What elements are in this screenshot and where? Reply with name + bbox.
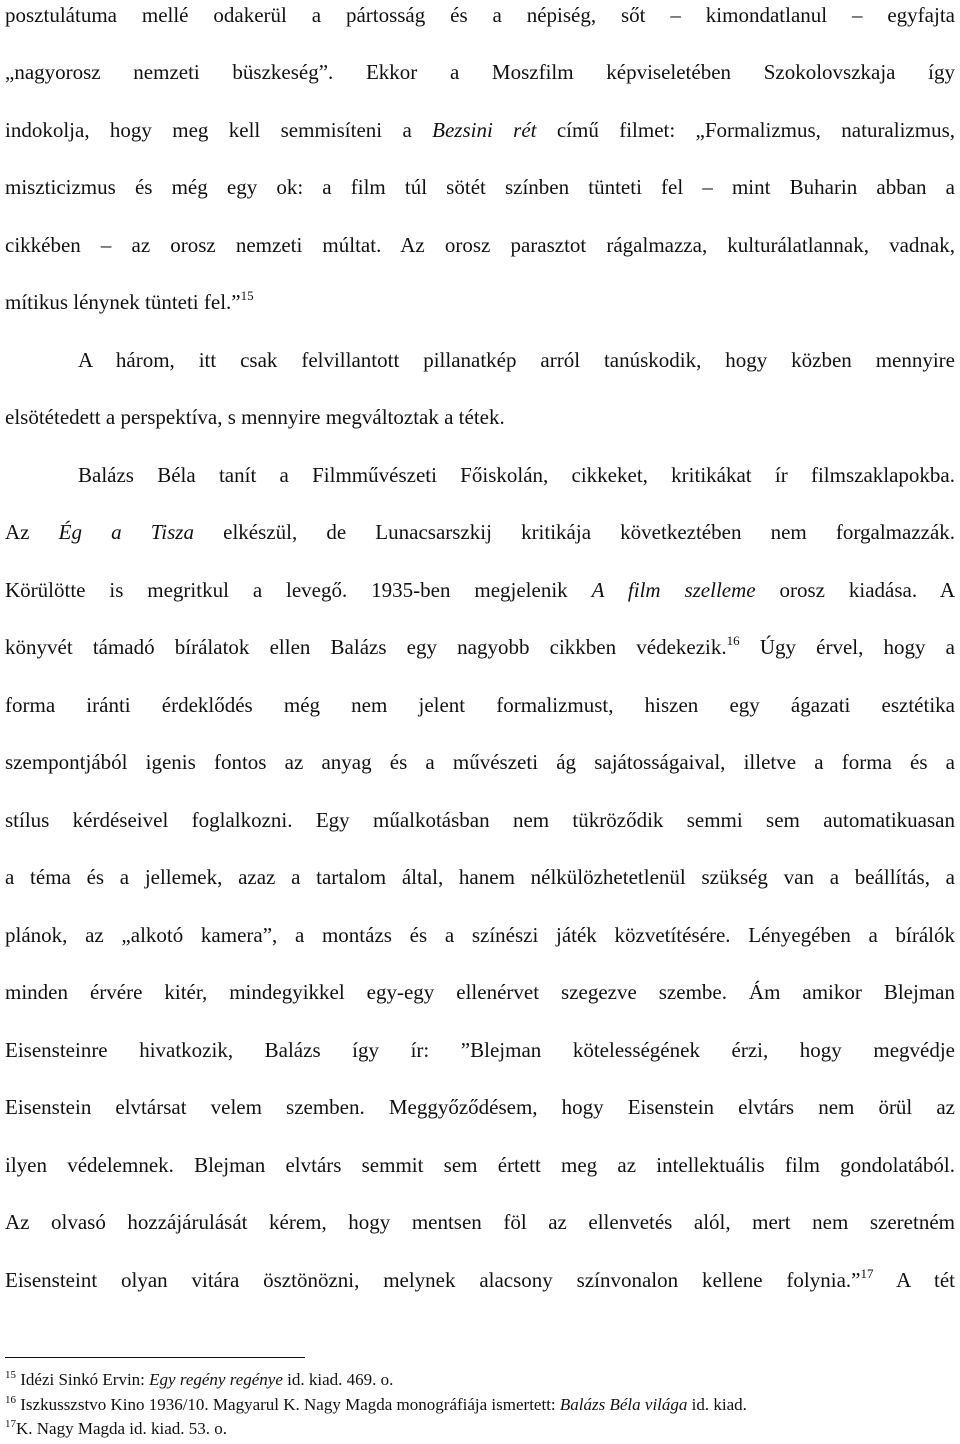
body-line: a téma és a jellemek, azaz a tartalom által, hanem nélkülözhetetlenül szükség van a beállítás, a <box>5 865 955 889</box>
footnote-text: Idézi Sinkó Ervin: <box>20 1370 145 1389</box>
body-line <box>5 580 955 601</box>
body-line: A három, itt csak felvillantott pillanatkép arról tanúskodik, hogy közben mennyire <box>78 348 955 372</box>
text-run: A tét <box>896 1268 956 1292</box>
footnote-text: id. kiad. <box>691 1395 747 1414</box>
footnote <box>5 1396 747 1413</box>
text-run: című filmet: „Formalizmus, naturalizmus, <box>556 118 955 142</box>
body-line: Az olvasó hozzájárulását kérem, hogy mentsen föl az ellenvetés alól, mert nem szeretném <box>5 1210 955 1234</box>
text-run: orosz kiadása. A <box>779 578 956 602</box>
body-line <box>5 633 955 659</box>
footnote-text: K. Nagy Magda id. kiad. 53. o. <box>16 1419 228 1438</box>
body-line: elsötétedett a perspektíva, s mennyire megváltoztak a tétek. <box>5 405 505 429</box>
body-line: posztulátuma mellé odakerül a pártosság és a népiség, sőt – kimondatlanul – egyfajta <box>5 3 955 27</box>
body-line <box>5 120 955 141</box>
footnote-separator <box>5 1357 305 1358</box>
footnote-ref: 16 <box>726 633 740 648</box>
body-line: Eisenstein elvtársat velem szemben. Meggyőződésem, hogy Eisenstein elvtárs nem örül az <box>5 1095 955 1119</box>
text-run: Úgy érvel, hogy a <box>759 635 955 659</box>
body-line: miszticizmus és még egy ok: a film túl sötét színben tünteti fel – mint Buharin abban a <box>5 175 955 199</box>
body-line: „nagyorosz nemzeti büszkeség”. Ekkor a Moszfilm képviseletében Szokolovszkaja így <box>5 60 955 84</box>
footnote <box>5 1420 227 1437</box>
film-title: Ég a Tisza <box>58 520 194 544</box>
body-line: ilyen védelemnek. Blejman elvtárs semmit sem értett meg az intellektuális film gondolatából. <box>5 1153 955 1177</box>
text-run: Eisensteint olyan vitára ösztönözni, melynek alacsony színvonalon kellene folynia.”$^{17}$ <box>5 1266 874 1292</box>
footnote-ref: 17 <box>860 1266 874 1281</box>
body-line <box>5 1266 956 1292</box>
text-run: indokolja, hogy meg kell semmisíteni a <box>5 118 412 142</box>
body-line: Balázs Béla tanít a Filmművészeti Főiskolán, cikkeket, kritikákat ír filmszaklapokba. <box>78 463 955 487</box>
body-line <box>5 288 955 314</box>
footnote-text: Iszkusszstvo Kino 1936/10. Magyarul K. Nagy Magda monográfiája ismertett: <box>20 1395 556 1414</box>
text-run: mítikus lénynek tünteti fel.” <box>5 290 241 314</box>
body-line <box>5 522 955 543</box>
footnote-number: 15 <box>5 1369 16 1381</box>
footnote-ref: 15 <box>240 288 254 303</box>
body-line: szempontjából igenis fontos az anyag és a művészeti ág sajátosságaival, illetve a forma és a <box>5 750 955 774</box>
body-line: cikkében – az orosz nemzeti múltat. Az orosz parasztot rágalmazza, kulturálatlannak, vadnak, <box>5 233 955 257</box>
footnote-text: id. kiad. 469. o. <box>287 1370 394 1389</box>
body-line: forma iránti érdeklődés még nem jelent formalizmust, hiszen egy ágazati esztétika <box>5 693 955 717</box>
body-line: plánok, az „alkotó kamera”, a montázs és a színészi játék közvetítésére. Lényegében a bírálók <box>5 923 955 947</box>
text-run: elkészül, de Lunacsarszkij kritikája következtében nem forgalmazzák. <box>223 520 956 544</box>
film-title: Bezsini rét <box>432 118 537 142</box>
footnote <box>5 1371 393 1388</box>
text-run: Körülötte is megritkul a levegő. 1935-ben megjelenik <box>5 578 568 602</box>
book-title: Balázs Béla világa <box>559 1395 688 1414</box>
book-title: A film szelleme <box>591 578 756 602</box>
book-title: Egy regény regénye <box>149 1370 283 1389</box>
body-line: minden érvére kitér, mindegyikkel egy-egy ellenérvet szegezve szembe. Ám amikor Blejman <box>5 980 955 1004</box>
body-line: Eisensteinre hivatkozik, Balázs így ír: ”Blejman kötelességének érzi, hogy megvédje <box>5 1038 955 1062</box>
footnote-number: 17 <box>5 1418 16 1430</box>
body-line: stílus kérdéseivel foglalkozni. Egy műalkotásban nem tükröződik semmi sem automatikuasan <box>5 808 955 832</box>
text-run: könyvét támadó bírálatok ellen Balázs egy nagyobb cikkben védekezik.$^{16}$ <box>5 633 740 659</box>
text-run: Az <box>5 520 30 544</box>
footnote-number: 16 <box>5 1394 16 1406</box>
